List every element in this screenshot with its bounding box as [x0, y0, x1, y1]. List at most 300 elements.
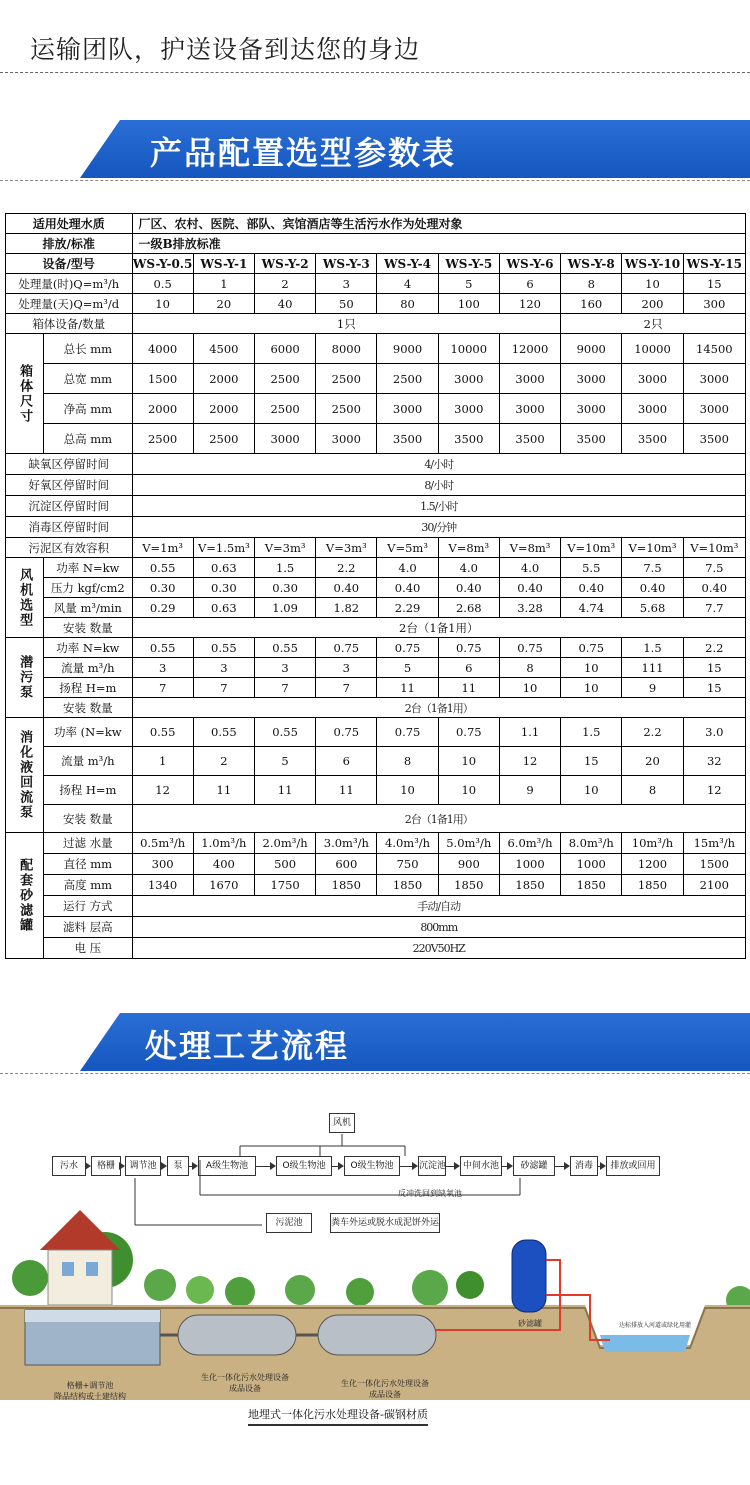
- value-cell: 8: [499, 658, 560, 678]
- row-label: 总高 mm: [44, 424, 132, 454]
- flow-step: A级生物池: [198, 1156, 256, 1176]
- value-cell: 12: [683, 776, 745, 805]
- value-cell: 3500: [561, 424, 622, 454]
- value-cell: 0.40: [561, 578, 622, 598]
- value-cell: 20: [622, 747, 683, 776]
- value-cell: 1500: [132, 364, 193, 394]
- value-cell: 10: [132, 294, 193, 314]
- section-title-process: 处理工艺流程: [145, 1027, 350, 1065]
- row-label: 处理量(天)Q=m³/d: [6, 294, 133, 314]
- row-label: 直径 mm: [44, 854, 132, 875]
- row-label: 好氧区停留时间: [6, 475, 133, 496]
- value-cell: 1850: [316, 875, 377, 896]
- row-label: 沉淀区停留时间: [6, 496, 133, 517]
- value-cell: 3500: [438, 424, 499, 454]
- value-cell: 3000: [622, 364, 683, 394]
- flow-step: 格栅: [91, 1156, 121, 1176]
- value-cell: 2500: [254, 394, 315, 424]
- value-cell: 3500: [499, 424, 560, 454]
- value-cell: 11: [377, 678, 438, 698]
- value-cell: 3500: [377, 424, 438, 454]
- value-cell: 0.40: [683, 578, 745, 598]
- row-label: 流量 m³/h: [44, 747, 132, 776]
- value-cell: 9000: [561, 334, 622, 364]
- value-cell: 12: [132, 776, 193, 805]
- value-cell: 100: [438, 294, 499, 314]
- value-cell: 2.29: [377, 598, 438, 618]
- value-cell: 3500: [683, 424, 745, 454]
- flow-step: 砂滤罐: [513, 1156, 555, 1176]
- value-cell: 5: [254, 747, 315, 776]
- row-label: 总宽 mm: [44, 364, 132, 394]
- value-cell: 15: [683, 658, 745, 678]
- row-label: 滤料 层高: [44, 917, 132, 938]
- table-row: [6, 618, 746, 638]
- value-cell: 1.82: [316, 598, 377, 618]
- value-cell: 0.55: [254, 638, 315, 658]
- value-cell: 3000: [438, 364, 499, 394]
- table-row: [6, 938, 746, 959]
- value-cell: 2500: [193, 424, 254, 454]
- row-span-value: 一级B排放标准: [132, 234, 746, 254]
- value-cell: V=1.5m³: [193, 538, 254, 558]
- model-cell: WS-Y-2: [254, 254, 315, 274]
- value-cell: 1.0m³/h: [193, 833, 254, 854]
- table-row-models: [6, 254, 746, 274]
- value-cell: 7: [132, 678, 193, 698]
- sand-filter-tank: [512, 1240, 546, 1312]
- value-cell: 3000: [561, 394, 622, 424]
- value-cell: 4500: [193, 334, 254, 364]
- row-label: 排放/标准: [6, 234, 133, 254]
- value-cell: 600: [316, 854, 377, 875]
- scene-grid-text: 格栅+调节池: [66, 1381, 114, 1390]
- value-cell: 0.75: [316, 638, 377, 658]
- table-row: [6, 558, 746, 578]
- value-cell: 14500: [683, 334, 745, 364]
- row-span-value: 2台（1备1用）: [132, 618, 746, 638]
- table-row: [6, 718, 746, 747]
- model-cell: WS-Y-10: [622, 254, 683, 274]
- scene-grid-subtext: 降品结构或土建结构: [54, 1392, 126, 1401]
- section-banner-process: [0, 1013, 750, 1071]
- table-row: [6, 578, 746, 598]
- value-cell: 9: [622, 678, 683, 698]
- flow-fan: 风机: [329, 1113, 355, 1133]
- flow-sludge-tank: 污泥池: [266, 1213, 312, 1233]
- row-label: 安装 数量: [44, 618, 132, 638]
- value-cell: 5.0m³/h: [438, 833, 499, 854]
- value-cell: 50: [316, 294, 377, 314]
- value-cell: 3: [193, 658, 254, 678]
- value-cell: 11: [316, 776, 377, 805]
- value-cell: 1500: [683, 854, 745, 875]
- value-cell: 3000: [316, 424, 377, 454]
- table-row: [6, 274, 746, 294]
- value-cell: 32: [683, 747, 745, 776]
- row-label: 设备/型号: [6, 254, 133, 274]
- flow-step: O级生物池: [344, 1156, 400, 1176]
- model-cell: WS-Y-8: [561, 254, 622, 274]
- scene-label-filter: 砂滤罐: [518, 1319, 542, 1328]
- table-row: [6, 294, 746, 314]
- row-label: 消毒区停留时间: [6, 517, 133, 538]
- value-cell: 11: [193, 776, 254, 805]
- group-label: 配套砂滤罐: [6, 833, 44, 959]
- flow-step: 泵: [167, 1156, 189, 1176]
- treatment-unit-1: [178, 1315, 296, 1355]
- value-cell: 0.5m³/h: [132, 833, 193, 854]
- value-cell: 3: [254, 658, 315, 678]
- value-cell: 1670: [193, 875, 254, 896]
- row-label: 功率 (N=kw: [44, 718, 132, 747]
- value-cell: 300: [132, 854, 193, 875]
- value-cell: 0.75: [438, 718, 499, 747]
- value-cell: 0.55: [132, 718, 193, 747]
- value-cell: 4.0: [438, 558, 499, 578]
- table-row: [6, 475, 746, 496]
- value-cell: 2000: [193, 364, 254, 394]
- table-row: [6, 917, 746, 938]
- value-cell: 12000: [499, 334, 560, 364]
- table-row: [6, 698, 746, 718]
- table-row: [6, 805, 746, 833]
- row-span-value: 8/小时: [132, 475, 746, 496]
- value-cell: 900: [438, 854, 499, 875]
- value-cell: 7: [193, 678, 254, 698]
- row-label: 功率 N=kw: [44, 638, 132, 658]
- value-cell: 10: [377, 776, 438, 805]
- value-cell: 0.75: [438, 638, 499, 658]
- group-label: 消化液回流泵: [6, 718, 44, 833]
- value-cell: 10: [561, 658, 622, 678]
- value-cell: 2500: [316, 394, 377, 424]
- value-cell: 6.0m³/h: [499, 833, 560, 854]
- row-label: 电 压: [44, 938, 132, 959]
- value-cell: 0.55: [193, 718, 254, 747]
- divider: [0, 72, 750, 73]
- value-cell: 9: [499, 776, 560, 805]
- value-cell: 0.30: [132, 578, 193, 598]
- scene-unit-1-text: 生化一体化污水处理设备: [201, 1373, 289, 1382]
- row-label: 压力 kgf/cm2: [44, 578, 132, 598]
- value-cell: 8000: [316, 334, 377, 364]
- value-cell: 6: [499, 274, 560, 294]
- model-cell: WS-Y-3: [316, 254, 377, 274]
- row-span-value: 1.5/小时: [132, 496, 746, 517]
- row-span-value: 手动/自动: [132, 896, 746, 917]
- value-cell: V=8m³: [499, 538, 560, 558]
- value-cell: 7.5: [622, 558, 683, 578]
- model-cell: WS-Y-1: [193, 254, 254, 274]
- value-cell: 4: [377, 274, 438, 294]
- scene-unit-2-text: 生化一体化污水处理设备: [341, 1379, 429, 1388]
- value-cell: 11: [438, 678, 499, 698]
- value-cell: 3000: [377, 394, 438, 424]
- table-row: [6, 875, 746, 896]
- value-cell: 7: [316, 678, 377, 698]
- model-cell: WS-Y-15: [683, 254, 745, 274]
- value-cell: 2500: [377, 364, 438, 394]
- row-label: 污泥区有效容积: [6, 538, 133, 558]
- value-cell: 750: [377, 854, 438, 875]
- value-cell: 1850: [622, 875, 683, 896]
- table-row: [6, 678, 746, 698]
- value-cell: 0.40: [377, 578, 438, 598]
- row-span-value: 2台（1备1用）: [132, 805, 746, 833]
- value-cell: 0.75: [561, 638, 622, 658]
- value-cell: 7: [254, 678, 315, 698]
- row-span-value: 1只: [132, 314, 561, 334]
- row-label: 流量 m³/h: [44, 658, 132, 678]
- value-cell: 10000: [622, 334, 683, 364]
- value-cell: 0.30: [254, 578, 315, 598]
- table-row: [6, 638, 746, 658]
- value-cell: 8.0m³/h: [561, 833, 622, 854]
- scene-label-grid: [40, 1380, 140, 1402]
- flow-step: O级生物池: [276, 1156, 332, 1176]
- value-cell: 3.0m³/h: [316, 833, 377, 854]
- river-water: [600, 1335, 690, 1352]
- value-cell: 120: [499, 294, 560, 314]
- table-row: [6, 496, 746, 517]
- spec-table: [5, 213, 746, 959]
- value-cell: 0.75: [377, 638, 438, 658]
- value-cell: 2: [193, 747, 254, 776]
- value-cell: 6: [316, 747, 377, 776]
- flow-step: 污水: [52, 1156, 86, 1176]
- value-cell: 0.63: [193, 558, 254, 578]
- value-cell: V=5m³: [377, 538, 438, 558]
- model-cell: WS-Y-6: [499, 254, 560, 274]
- scene-label-unit-2: [325, 1378, 445, 1400]
- value-cell: 12: [499, 747, 560, 776]
- value-cell: 2.2: [622, 718, 683, 747]
- value-cell: 6: [438, 658, 499, 678]
- table-row: [6, 424, 746, 454]
- table-row: [6, 334, 746, 364]
- value-cell: 200: [622, 294, 683, 314]
- table-row: [6, 747, 746, 776]
- value-cell: 0.5: [132, 274, 193, 294]
- row-span-value: 2只: [561, 314, 746, 334]
- value-cell: V=10m³: [622, 538, 683, 558]
- value-cell: 3: [132, 658, 193, 678]
- value-cell: 1200: [622, 854, 683, 875]
- table-row: [6, 454, 746, 475]
- row-span-value: 800mm: [132, 917, 746, 938]
- flow-step: 排放或回用: [606, 1156, 660, 1176]
- flow-sludge-disposal: 粪车外运或脱水成泥饼外运: [330, 1213, 440, 1233]
- value-cell: 160: [561, 294, 622, 314]
- value-cell: 3: [316, 274, 377, 294]
- banner-underline: [0, 180, 750, 181]
- value-cell: 0.75: [377, 718, 438, 747]
- value-cell: 80: [377, 294, 438, 314]
- banner-underline: [0, 1073, 750, 1074]
- value-cell: 0.55: [254, 718, 315, 747]
- value-cell: V=3m³: [254, 538, 315, 558]
- value-cell: 3500: [622, 424, 683, 454]
- value-cell: 1.5: [622, 638, 683, 658]
- table-row-standard: [6, 234, 746, 254]
- scene-label-unit-1: [185, 1372, 305, 1394]
- value-cell: 15: [683, 678, 745, 698]
- value-cell: 4.74: [561, 598, 622, 618]
- section-title-config: 产品配置选型参数表: [150, 134, 457, 172]
- model-cell: WS-Y-0.5: [132, 254, 193, 274]
- value-cell: 3.28: [499, 598, 560, 618]
- value-cell: 10: [622, 274, 683, 294]
- value-cell: 3000: [499, 394, 560, 424]
- value-cell: V=1m³: [132, 538, 193, 558]
- value-cell: 4000: [132, 334, 193, 364]
- value-cell: 2.0m³/h: [254, 833, 315, 854]
- row-span-value: 厂区、农村、医院、部队、宾馆酒店等生活污水作为处理对象: [132, 214, 746, 234]
- row-label: 箱体设备/数量: [6, 314, 133, 334]
- row-label: 运行 方式: [44, 896, 132, 917]
- value-cell: 400: [193, 854, 254, 875]
- value-cell: 10: [561, 678, 622, 698]
- value-cell: 2500: [316, 364, 377, 394]
- value-cell: 1750: [254, 875, 315, 896]
- value-cell: 1850: [438, 875, 499, 896]
- value-cell: 2100: [683, 875, 745, 896]
- row-label: 过滤 水量: [44, 833, 132, 854]
- value-cell: 3000: [499, 364, 560, 394]
- table-row: [6, 314, 746, 334]
- row-label: 处理量(时)Q=m³/h: [6, 274, 133, 294]
- value-cell: 10000: [438, 334, 499, 364]
- value-cell: 0.40: [499, 578, 560, 598]
- table-row: [6, 658, 746, 678]
- value-cell: 2.2: [316, 558, 377, 578]
- value-cell: 0.63: [193, 598, 254, 618]
- value-cell: 3000: [683, 394, 745, 424]
- value-cell: 1.1: [499, 718, 560, 747]
- value-cell: V=10m³: [561, 538, 622, 558]
- value-cell: 500: [254, 854, 315, 875]
- flow-step: 中间水池: [460, 1156, 502, 1176]
- value-cell: 7.7: [683, 598, 745, 618]
- value-cell: 10m³/h: [622, 833, 683, 854]
- group-label: 风机选型: [6, 558, 44, 638]
- value-cell: 2000: [193, 394, 254, 424]
- value-cell: 1.5: [561, 718, 622, 747]
- value-cell: 10: [438, 747, 499, 776]
- table-row: [6, 598, 746, 618]
- row-label: 适用处理水质: [6, 214, 133, 234]
- value-cell: 40: [254, 294, 315, 314]
- section-banner-config: [0, 120, 750, 178]
- value-cell: 0.30: [193, 578, 254, 598]
- scene-label-discharge: 达标排放入河道或绿化用灌: [618, 1322, 691, 1329]
- value-cell: 5: [438, 274, 499, 294]
- model-cell: WS-Y-4: [377, 254, 438, 274]
- table-row: [6, 538, 746, 558]
- scene-unit-1-subtext: 成品设备: [229, 1384, 261, 1393]
- value-cell: V=3m³: [316, 538, 377, 558]
- scene-unit-2-subtext: 成品设备: [369, 1390, 401, 1399]
- value-cell: 111: [622, 658, 683, 678]
- value-cell: 1000: [561, 854, 622, 875]
- value-cell: 2500: [254, 364, 315, 394]
- value-cell: 1: [132, 747, 193, 776]
- value-cell: 2500: [132, 424, 193, 454]
- row-label: 总长 mm: [44, 334, 132, 364]
- value-cell: 8: [561, 274, 622, 294]
- value-cell: 10: [561, 776, 622, 805]
- value-cell: 1850: [377, 875, 438, 896]
- value-cell: 15: [561, 747, 622, 776]
- value-cell: 3: [316, 658, 377, 678]
- value-cell: 9000: [377, 334, 438, 364]
- value-cell: 3000: [683, 364, 745, 394]
- value-cell: 15m³/h: [683, 833, 745, 854]
- flow-step: 调节池: [125, 1156, 161, 1176]
- table-row: [6, 833, 746, 854]
- value-cell: 0.55: [193, 638, 254, 658]
- table-row: [6, 896, 746, 917]
- value-cell: 0.55: [132, 638, 193, 658]
- value-cell: 1.09: [254, 598, 315, 618]
- value-cell: 0.75: [499, 638, 560, 658]
- treatment-unit-2: [318, 1315, 436, 1355]
- value-cell: 1.5: [254, 558, 315, 578]
- table-row: [6, 776, 746, 805]
- value-cell: 1850: [561, 875, 622, 896]
- table-row: [6, 394, 746, 424]
- table-row: [6, 364, 746, 394]
- top-tagline: 运输团队，护送设备到达您的身边: [30, 35, 421, 64]
- value-cell: 7.5: [683, 558, 745, 578]
- row-label: 扬程 H=m: [44, 776, 132, 805]
- model-cell: WS-Y-5: [438, 254, 499, 274]
- value-cell: 6000: [254, 334, 315, 364]
- value-cell: 11: [254, 776, 315, 805]
- value-cell: 2000: [132, 394, 193, 424]
- diagram-caption: 地埋式一体化污水处理设备-碳钢材质: [248, 1406, 428, 1426]
- value-cell: 0.29: [132, 598, 193, 618]
- value-cell: 1: [193, 274, 254, 294]
- value-cell: 2: [254, 274, 315, 294]
- value-cell: 5.68: [622, 598, 683, 618]
- value-cell: 10: [438, 776, 499, 805]
- value-cell: 0.40: [316, 578, 377, 598]
- value-cell: 0.75: [316, 718, 377, 747]
- row-label: 安装 数量: [44, 805, 132, 833]
- row-label: 缺氧区停留时间: [6, 454, 133, 475]
- value-cell: 3.0: [683, 718, 745, 747]
- table-row-scope: [6, 214, 746, 234]
- value-cell: 2.68: [438, 598, 499, 618]
- value-cell: 10: [499, 678, 560, 698]
- value-cell: 4.0: [499, 558, 560, 578]
- value-cell: 1850: [499, 875, 560, 896]
- row-span-value: 220V50HZ: [132, 938, 746, 959]
- flow-backwash-label: 反冲洗回到缺氧池: [398, 1189, 462, 1198]
- flow-step: 消毒: [570, 1156, 598, 1176]
- table-row: [6, 854, 746, 875]
- row-span-value: 30/分钟: [132, 517, 746, 538]
- value-cell: 300: [683, 294, 745, 314]
- value-cell: 8: [622, 776, 683, 805]
- value-cell: 4.0m³/h: [377, 833, 438, 854]
- value-cell: 5: [377, 658, 438, 678]
- value-cell: 5.5: [561, 558, 622, 578]
- group-label: 箱体尺寸: [6, 334, 44, 454]
- value-cell: 1000: [499, 854, 560, 875]
